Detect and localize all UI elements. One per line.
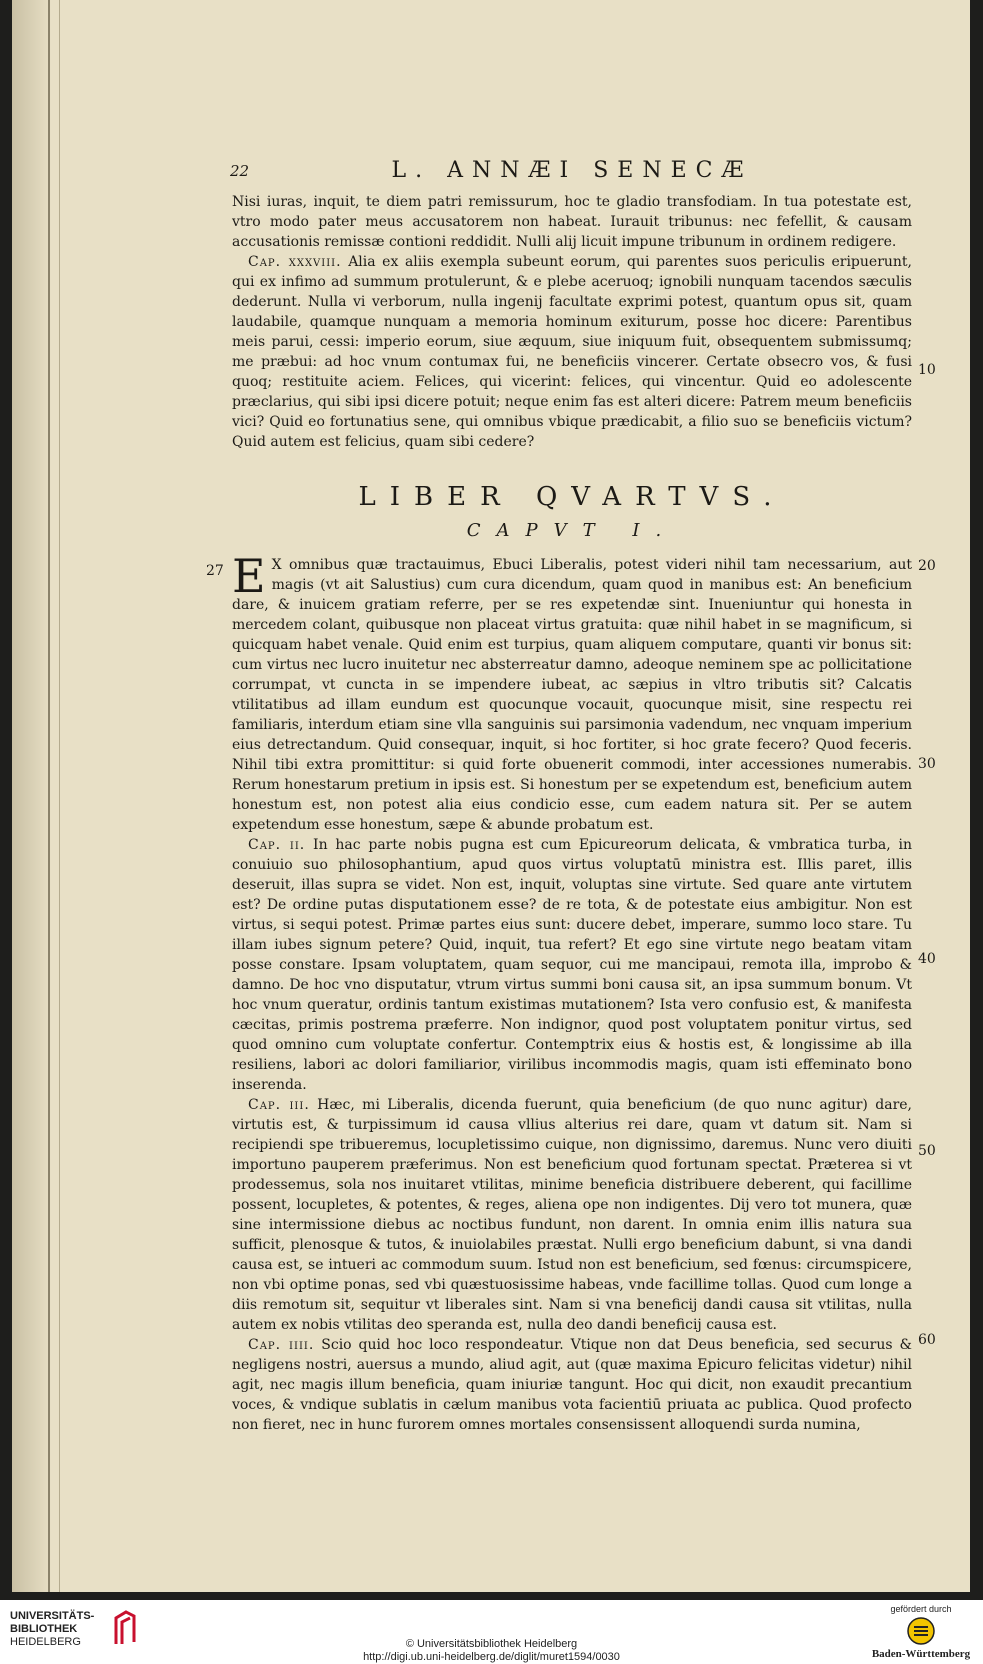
coat-of-arms-icon [906,1616,936,1646]
paragraph-cap-4 [232,1335,912,1435]
chapter-label: Cap. iii. [248,1097,310,1113]
chapter-label: Cap. ii. [248,837,306,853]
paragraph-cap-1 [232,549,912,835]
paragraph-cap-38 [232,252,912,452]
margin-number: 40 [918,951,936,967]
margin-number: 20 [918,558,936,574]
margin-number-left: 27 [206,563,224,579]
chapter-label: Cap. iiii. [248,1337,315,1353]
footer-bar [0,1600,983,1664]
margin-number: 50 [918,1143,936,1159]
funded-by-label: gefördert durch [890,1604,952,1614]
copyright-text: © Universitätsbibliothek Heidelberg [405,1638,578,1650]
paragraph-text: In hac parte nobis pugna est cum Epicureorum delicata, & vmbratica turba, in conuiuio suo philosophantium, apud quos virtus voluptatū ministra est. Illis paret, illis deseruit, illas supra se videt. Non est, inquit, voluptas sine virtute. Sed quare ante virtutem est? De ordine putas disputationem esse? de re tota, & de potestate eius ambigitur. Non est virtus, si sequi potest. Primæ partes eius sunt: ducere debet, imperare, summo loco stare. Tu illam iubes signum petere? Quid, inquit, tua refert? Et ego sine virtute nego beatam vitam posse constare. Ipsam voluptatem, quam sequor, cui me mancipaui, remota illa, improbo & damno. De hoc vno disputatur, vtrum virtus summi boni causa sit, an ipsa summum bonum. Vt hoc vnum queratur, ordinis tantum existimas mutationem? Ista vero confusio est, & manifesta cæcitas, primis postrema præferre. Non indignor, quod post voluptatem ponitur virtus, sed quod omnino cum voluptate confertur. Contemptrix eius & hostis est, & longissime ab illa resiliens, labori ac dolori familiarior, virilibus incommodis magis, quam isti effeminato bono inserenda. [232,837,912,1093]
margin-number: 30 [918,756,936,772]
running-head [232,158,912,188]
chapter-title: CAPVT I. [466,520,678,541]
funder-name: Baden-Württemberg [871,1648,971,1660]
page-gutter-shadow [12,0,52,1592]
funder-block [871,1604,971,1660]
running-title: L. ANNÆI SENECÆ [391,158,753,183]
copyright-block [0,1638,983,1664]
text-block [232,158,912,1435]
library-name-line1: UNIVERSITÄTS- [10,1610,95,1622]
library-name-line3: HEIDELBERG [10,1636,81,1648]
paragraph-text: Alia ex aliis exempla subeunt eorum, qui parentes suos periculis eripuerunt, qui ex infimo ad summum protulerunt, & e plebe aceruoq; ignobili nunquam tacendos sæculis dederunt. Nulla vi verborum, nulla ingenij facultate exprimi potest, quantum opus sit, quam laudabile, quamque nunquam a memoria hominum exiturum, posse hoc dicere: Parentibus meis parui, cessi: imperio eorum, siue æquum, siue iniquum fuit, obsequentem submissumq; me præbui: ad hoc vnum contumax fui, ne beneficiis vincerer. Certate obsecro vos, & fusi quoq; restituite aciem. Felices, qui vicerint: felices, qui vincentur. Quid eo adolescente præclarius, qui sibi ipsi dicere potuit; neque enim fas est alteri dicere: Patrem meum beneficiis vici? Quid eo fortunatius sene, qui omnibus vbique prædicabit, a filio suo se beneficiis victum? Quid autem est felicius, quam sibi cedere? [232,254,912,450]
book-title: LIBER QVARTVS. [358,482,786,512]
chapter-label: Cap. xxxviii. [248,254,342,270]
page-number: 22 [230,162,250,180]
paragraph-text: Hæc, mi Liberalis, dicenda fuerunt, quia beneficium (de quo nunc agitur) dare, virtutis est, & turpissimum id causa vllius alterius rei dare, quam vt datum sit. Nam si recipiendi spe tribueremus, locupletissimo cuique, non dignissimo, daremus. Nunc vero diuiti importuno pauperem præferimus. Non est beneficium quod fortunam spectat. Præterea si vt prodessemus, sola nos inuitaret vtilitas, minime beneficia distribuere deberent, qui facillime possent, locupletes, & potentes, & reges, aliena ope non indigentes. Dij vero tot munera, quæ sine intermissione diebus ac noctibus fundunt, non darent. In omnia enim illis natura sua sufficit, plenosque & tutos, & inuiolabiles præstat. Nulli ergo beneficium dabunt, si vna dandi causa est, se intueri ac commodum suum. Istud non est beneficium, sed fœnus: circumspicere, non vbi optime ponas, sed vbi quæstuosissime habeas, vnde facillime tollas. Quod cum longe a diis remotum sit, sequitur vt liberales sint. Nam si vna beneficij dandi causa sit vtilitas, nulla autem ex nobis vtilitas deo speranda est, nulla deo dandi beneficij causa est. [232,1097,912,1333]
margin-number: 60 [918,1332,936,1348]
paragraph-cap-2 [232,835,912,1095]
drop-cap: E [232,549,266,603]
margin-number: 10 [918,362,936,378]
paragraph-text: Scio quid hoc loco respondeatur. Vtique non dat Deus beneficia, sed securus & negligens nostri, auersus a mundo, aliud agit, aut (quæ maxima Epicuro felicitas videtur) nihil agit, nec magis illum beneficia, quam iniuriæ tangunt. Hoc qui dicit, non exaudit precantium voces, & vndique sublatis in cælum manibus vota facientiū priuata ac publica. Quod profecto non fieret, nec in hunc furorem omnes mortales consensissent alloquendi surda numina, [232,1337,912,1433]
source-url[interactable]: http://digi.ub.uni-heidelberg.de/diglit/muret1594/0030 [363,1651,620,1663]
paragraph-opening: Nisi iuras, inquit, te diem patri remissurum, hoc te gladio transfodiam. In tua potestate est, vtro modo pater meus accusatorem non habeat. Iurauit tribunus: nec fefellit, & causam accusationis remissæ contioni reddidit. Nulli alij licuit impune tribunum in ordinem redigere. [232,194,912,250]
page-edge-line-inner [59,0,60,1592]
page-edge-line [48,0,50,1592]
paragraph-cap-3 [232,1095,912,1335]
library-name-line2: BIBLIOTHEK [10,1623,78,1635]
paragraph-text: X omnibus quæ tractauimus, Ebuci Liberalis, potest videri nihil tam necessarium, aut magis (vt ait Salustius) cum cura dicendum, quam quod in manibus est: An beneficium dare, & inuicem gratiam referre, per se res expetendæ sint. Inueniuntur qui honesta in mercedem colant, quibusque non placeat virtus gratuita: quæ nihil habet in se magnificum, si quicquam habet venale. Quid enim est turpius, quam aliquem computare, quanti vir bonus sit: cum virtus nec lucro inuitetur nec absterreatur damno, adeoque neminem spe ac pollicitatione corrumpat, vt cuncta in se impendere iubeat, ac sæpius in vltro tributis sit? Calcatis vtilitatibus ad illam eundum est quocunque vocauit, quocunque misit, sine respectu rei familiaris, interdum etiam sine vlla sanguinis sui parsimonia vadendum, nec vnquam imperium eius detrectandum. Quid consequar, inquit, si hoc fortiter, si hoc grate fecero? Quod feceris. Nihil tibi extra promittitur: si quid forte obuenerit commodi, inter accessiones numerabis. Rerum honestarum pretium in ipsis est. Si honestum per se expetendum est, beneficium autem honestum est, non potest alia eius condicio esse, cum eadem natura sit. Per se autem expetendum esse honestum, sæpe & abunde probatum est. [232,557,912,833]
